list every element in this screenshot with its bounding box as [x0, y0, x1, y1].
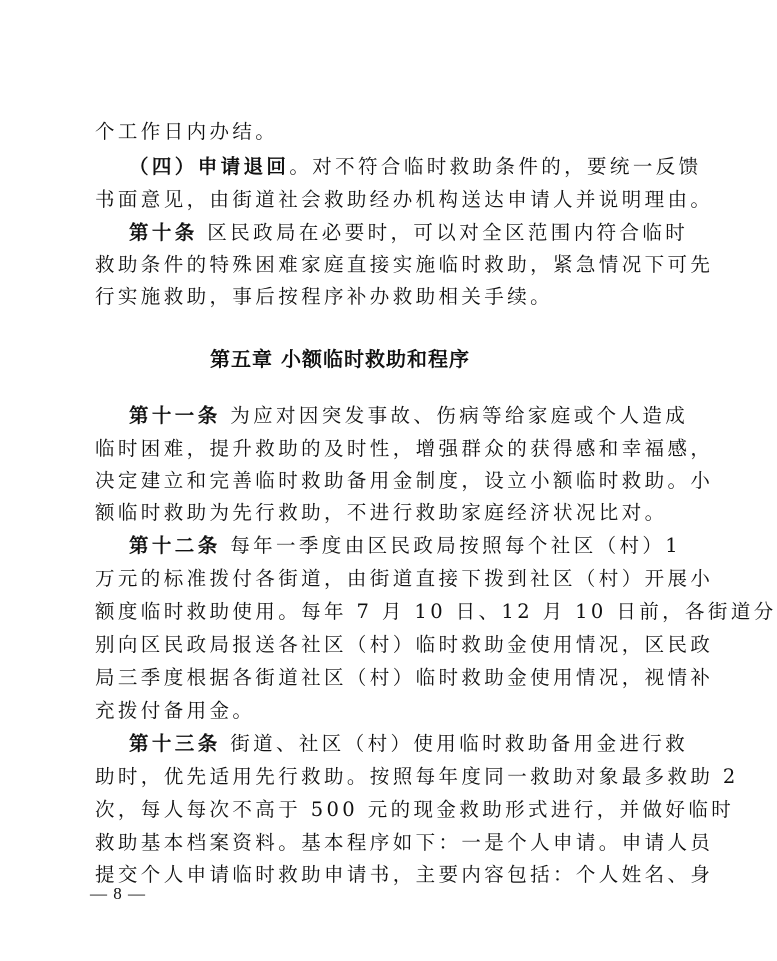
text-line: 书面意见，由街道社会救助经办机构送达申请人并说明理由。 — [95, 188, 714, 211]
clause-heading: （四）申请退回 — [129, 155, 290, 178]
text-line: 额度临时救助使用。每年 7 月 10 日、12 月 10 日前，各街道分 — [95, 600, 777, 623]
chapter-title: 第五章 小额临时救助和程序 — [210, 347, 470, 371]
text-line: 充拨付备用金。 — [95, 699, 256, 722]
text-line — [129, 155, 702, 179]
text-line: 提交个人申请临时救助申请书，主要内容包括：个人姓名、身 — [95, 863, 714, 886]
article-heading: 第十三条 — [129, 732, 221, 755]
text-line: 救助条件的特殊困难家庭直接实施临时救助，紧急情况下可先 — [95, 253, 714, 276]
text-line: 额临时救助为先行救助，不进行救助家庭经济状况比对。 — [95, 501, 668, 524]
text-line: 别向区民政局报送各社区（村）临时救助金使用情况，区民政 — [95, 633, 714, 656]
text-span: 。对不符合临时救助条件的，要统一反馈 — [289, 155, 702, 178]
text-span: 区民政局在必要时，可以对全区范围内符合临时 — [197, 221, 689, 244]
article-heading: 第十一条 — [129, 404, 221, 427]
text-line: 万元的标准拨付各街道，由街道直接下拨到社区（村）开展小 — [95, 567, 714, 590]
text-line: 助时，优先适用先行救助。按照每年度同一救助对象最多救助 2 — [95, 765, 739, 788]
text-line: 局三季度根据各街道社区（村）临时救助金使用情况，视情补 — [95, 666, 714, 689]
text-line: 临时困难，提升救助的及时性，增强群众的获得感和幸福感， — [95, 437, 714, 460]
text-line: 救助基本档案资料。基本程序如下：一是个人申请。申请人员 — [95, 831, 714, 854]
text-line: 次，每人每次不高于 500 元的现金救助形式进行，并做好临时 — [95, 798, 735, 821]
page-number: — 8 — — [90, 884, 146, 903]
text-line: 决定建立和完善临时救助备用金制度，设立小额临时救助。小 — [95, 469, 714, 492]
text-line — [129, 404, 688, 428]
text-span: 为应对因突发事故、伤病等给家庭或个人造成 — [220, 404, 689, 427]
text-span: 街道、社区（村）使用临时救助备用金进行救 — [220, 732, 689, 755]
text-line — [129, 221, 688, 245]
article-heading: 第十二条 — [129, 534, 221, 557]
text-line — [129, 534, 681, 558]
text-line: 行实施救助，事后按程序补办救助相关手续。 — [95, 285, 554, 308]
text-span: 每年一季度由区民政局按照每个社区（村）1 — [220, 534, 682, 557]
text-line: 个工作日内办结。 — [95, 120, 279, 143]
text-line — [129, 732, 688, 756]
article-heading: 第十条 — [129, 221, 198, 244]
